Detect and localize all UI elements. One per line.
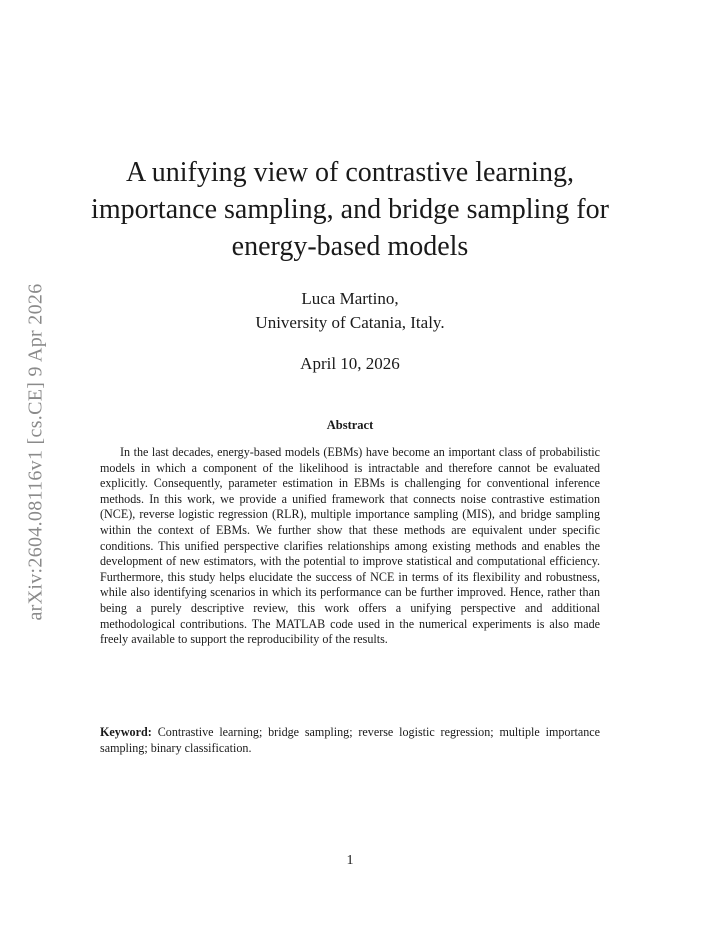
paper-title xyxy=(60,154,640,265)
author-affiliation: University of Catania, Italy. xyxy=(255,313,445,332)
author-name: Luca Martino, xyxy=(301,289,399,308)
title-line-3: energy-based models xyxy=(231,231,469,262)
title-line-1: A unifying view of contrastive learning, xyxy=(126,157,574,188)
author-block xyxy=(60,287,640,335)
keywords-paragraph xyxy=(100,725,600,756)
arxiv-identifier-stamp: arXiv:2604.08116v1 [cs.CE] 9 Apr 2026 xyxy=(24,283,47,621)
paper-date: April 10, 2026 xyxy=(300,354,400,373)
keywords-text: Contrastive learning; bridge sampling; reverse logistic regression; multiple importance sampling; binary classification. xyxy=(100,725,600,755)
keywords-label: Keyword: xyxy=(100,725,152,739)
page-number: 1 xyxy=(346,853,354,868)
abstract-body: In the last decades, energy-based models (EBMs) have become an important class of probabilistic models in which a component of the likelihood is intractable and therefore cannot be evaluated explicitly. Consequently, parameter estimation in EBMs is challenging for conventional inference methods. In this work, we provide a unified framework that connects noise contrastive estimation (NCE), reverse logistic regression (RLR), multiple importance sampling (MIS), and bridge sampling within the context of EBMs. We further show that these methods are equivalent under specific conditions. This unified perspective clarifies relationships among existing methods and enables the development of new estimators, with the potential to improve statistical and computational efficiency. Furthermore, this study helps elucidate the success of NCE in terms of its flexibility and robustness, while also identifying scenarios in which its performance can be further improved. Hence, rather than being a purely descriptive review, this work offers a unifying perspective and additional methodological contributions. The MATLAB code used in the numerical experiments is also made freely available to support the reproducibility of the results. xyxy=(100,445,600,647)
abstract-heading: Abstract xyxy=(326,418,374,432)
title-line-2: importance sampling, and bridge sampling for xyxy=(91,194,609,225)
